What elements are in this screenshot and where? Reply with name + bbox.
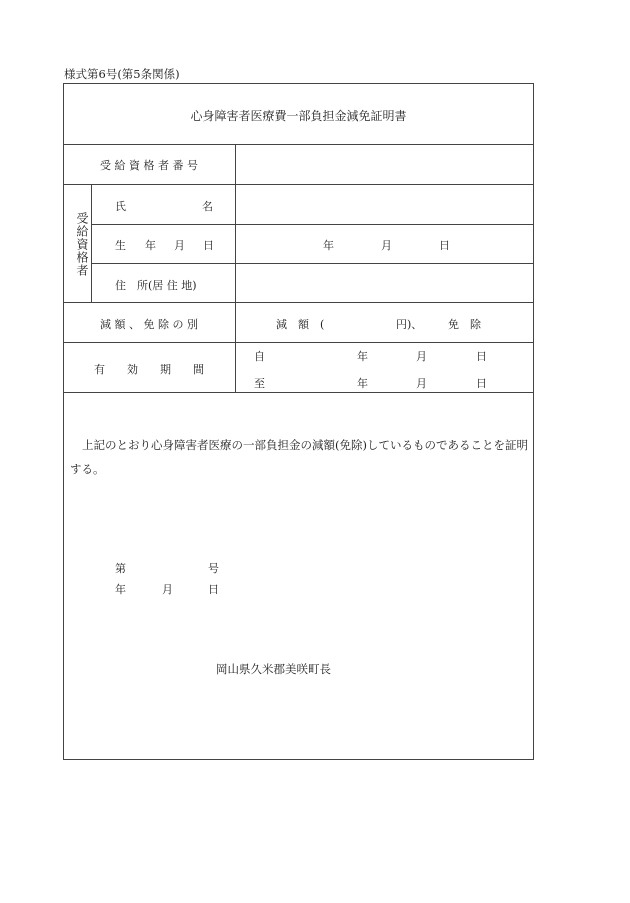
birth-label-4: 日 xyxy=(203,239,214,252)
certification-text: 上記のとおり心身障害者医療の一部負担金の減額(免除)しているものであることを証明する。 xyxy=(70,438,528,476)
name-label-2: 名 xyxy=(202,200,213,213)
divider xyxy=(91,224,534,225)
reduction-exemption-label: 減 額 、 免 除 の 別 xyxy=(100,318,198,331)
issue-year: 年 xyxy=(115,583,126,596)
from-label: 自 xyxy=(254,350,265,363)
to-day: 日 xyxy=(476,377,487,390)
issue-number-suffix: 号 xyxy=(208,562,219,575)
document-title: 心身障害者医療費一部負担金減免証明書 xyxy=(190,109,407,123)
to-label: 至 xyxy=(254,377,265,390)
birth-label-2: 年 xyxy=(145,239,156,252)
birth-day: 日 xyxy=(439,239,450,252)
recipient-number-label: 受 給 資 格 者 番 号 xyxy=(100,159,198,172)
recipient-number-field[interactable] xyxy=(237,146,532,182)
divider xyxy=(63,342,534,343)
from-month: 月 xyxy=(416,350,427,363)
issue-day: 日 xyxy=(208,583,219,596)
name-field[interactable] xyxy=(237,186,532,222)
divider xyxy=(63,184,534,185)
divider xyxy=(63,392,534,393)
issue-number-prefix: 第 xyxy=(115,562,126,575)
issuer-name: 岡山県久米郡美咲町長 xyxy=(216,662,331,676)
to-month: 月 xyxy=(416,377,427,390)
address-field[interactable] xyxy=(237,265,532,300)
from-year: 年 xyxy=(357,350,368,363)
qualified-person-label: 受給資格者 xyxy=(75,212,89,277)
to-year: 年 xyxy=(357,377,368,390)
issue-month: 月 xyxy=(162,583,173,596)
divider xyxy=(63,302,534,303)
column-divider xyxy=(91,184,92,302)
exemption-label: 免 除 xyxy=(448,318,481,331)
divider xyxy=(91,263,534,264)
address-label: 住 所(居 住 地) xyxy=(115,279,197,292)
birth-label-3: 月 xyxy=(174,239,185,252)
name-label-1: 氏 xyxy=(115,200,126,213)
form-number: 様式第6号(第5条関係) xyxy=(64,67,180,81)
divider xyxy=(63,144,534,145)
column-divider xyxy=(235,144,236,392)
from-day: 日 xyxy=(476,350,487,363)
reduction-amount-label: 減 額 ( xyxy=(276,318,325,331)
yen-label: 円)、 xyxy=(396,318,423,331)
birth-month: 月 xyxy=(381,239,392,252)
validity-period-label: 有 効 期 間 xyxy=(94,363,204,376)
birth-year: 年 xyxy=(323,239,334,252)
birth-label-1: 生 xyxy=(115,239,126,252)
